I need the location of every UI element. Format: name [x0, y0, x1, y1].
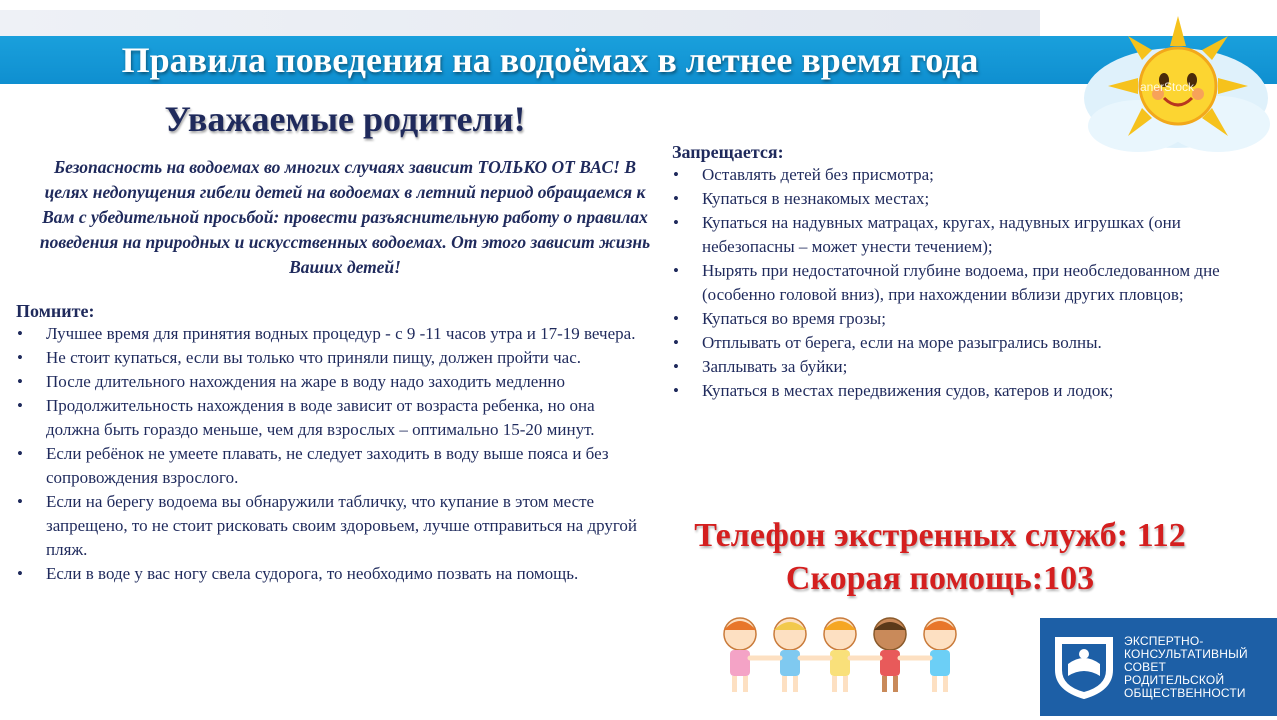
- list-item: • Оставлять детей без присмотра;: [672, 163, 1232, 187]
- bullet-icon: •: [673, 165, 679, 184]
- bullet-icon: •: [673, 381, 679, 400]
- remember-section: [16, 301, 646, 586]
- bullet-icon: •: [17, 396, 23, 415]
- page-title: Правила поведения на водоёмах в летнее время года: [121, 40, 979, 80]
- forbidden-section: [672, 142, 1232, 403]
- bullet-icon: •: [17, 492, 23, 511]
- bullet-icon: •: [673, 357, 679, 376]
- remember-title: Помните:: [16, 301, 95, 321]
- list-item: • Если ребёнок не умеете плавать, не следует заходить в воду выше пояса и без сопровождения взрослого.: [17, 444, 609, 487]
- emergency-phones: [660, 514, 1220, 600]
- ambulance-line: Скорая помощь:103: [785, 560, 1095, 597]
- watermark-text: anerStock: [1140, 80, 1195, 94]
- bullet-icon: •: [17, 324, 23, 343]
- list-item: • Заплывать за буйки;: [672, 355, 1232, 379]
- list-item: • Продолжительность нахождения в воде зависит от возраста ребенка, но она должна быть гораздо меньше, чем для взрослых – оптимально 15-20 минут.: [17, 396, 595, 439]
- council-name: ЭКСПЕРТНО- КОНСУЛЬТАТИВНЫЙ СОВЕТ РОДИТЕЛЬСКОЙ ОБЩЕСТВЕННОСТИ: [1124, 634, 1248, 700]
- council-emblem-icon: [1048, 630, 1120, 702]
- top-decor-strip: [0, 10, 1040, 36]
- list-item: • Купаться в незнакомых местах;: [672, 187, 1232, 211]
- remember-list: [16, 322, 646, 586]
- list-item: • Купаться в местах передвижения судов, катеров и лодок;: [672, 379, 1232, 403]
- child-5: [924, 618, 956, 692]
- children-illustration: [712, 608, 968, 704]
- bullet-icon: •: [17, 444, 23, 463]
- bullet-icon: •: [673, 333, 679, 352]
- list-item: • Купаться во время грозы;: [672, 307, 1232, 331]
- emergency-line: Телефон экстренных служб: 112: [694, 517, 1186, 554]
- list-item: • Не стоит купаться, если вы только что приняли пищу, должен пройти час.: [16, 346, 646, 370]
- child-2: [774, 618, 806, 692]
- bullet-icon: •: [17, 372, 23, 391]
- list-item: • После длительного нахождения на жаре в воду надо заходить медленно: [16, 370, 646, 394]
- list-item: • Купаться на надувных матрацах, кругах, надувных игрушках (они небезопасны – может унести течением);: [673, 213, 1181, 256]
- child-1: [724, 618, 756, 692]
- list-item: • Отплывать от берега, если на море разыгрались волны.: [672, 331, 1232, 355]
- list-item: • Если на берегу водоема вы обнаружили табличку, что купание в этом месте запрещено, то не стоит рисковать своим здоровьем, лучше отправиться на другой пляж.: [17, 492, 638, 559]
- list-item: • Если в воде у вас ногу свела судорога, то необходимо позвать на помощь.: [16, 562, 646, 586]
- forbidden-title: Запрещается:: [672, 142, 784, 162]
- bullet-icon: •: [17, 564, 23, 583]
- bullet-icon: •: [17, 348, 23, 367]
- intro-paragraph: Безопасность на водоемах во многих случаях зависит ТОЛЬКО ОТ ВАС! В целях недопущения гибели детей на водоемах в летний период обращаемся к Вам с убедительной просьбой: провести разъяснительную работу о правилах поведения на природных и искусственных водоемах. От этого зависит жизнь Ваших детей!: [39, 157, 651, 277]
- list-item: • Нырять при недостаточной глубине водоема, при необследованном дне (особенно головой вниз), при нахождении вблизи других пловцов;: [673, 261, 1220, 304]
- child-4: [874, 618, 906, 692]
- forbidden-list: [672, 163, 1232, 403]
- bullet-icon: •: [673, 189, 679, 208]
- bullet-icon: •: [673, 309, 679, 328]
- bullet-icon: •: [673, 213, 679, 232]
- list-item: • Лучшее время для принятия водных процедур - с 9 -11 часов утра и 17-19 вечера.: [16, 322, 646, 346]
- bullet-icon: •: [673, 261, 679, 280]
- child-3: [824, 618, 856, 692]
- greeting-heading: Уважаемые родители!: [164, 99, 526, 139]
